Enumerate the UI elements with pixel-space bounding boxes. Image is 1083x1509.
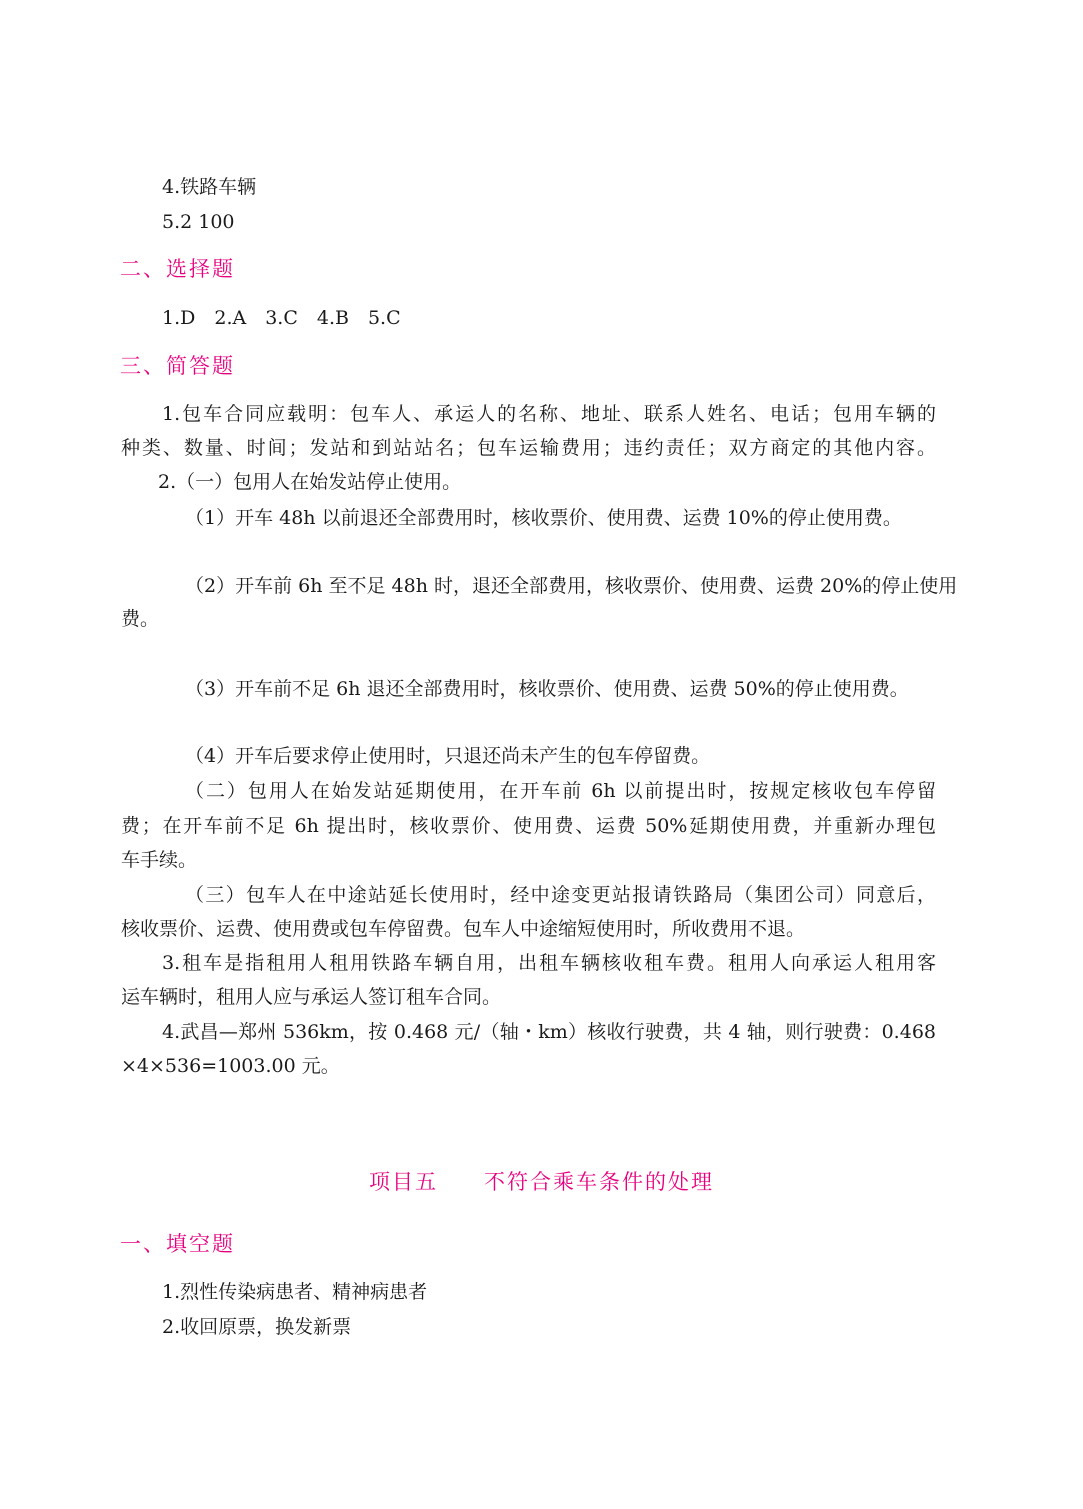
paragraph-line: 3.租车是指租用人租用铁路车辆自用，出租车辆核收租车费。租用人向承运人租用客 [162,952,936,974]
paragraph-line: 运车辆时，租用人应与承运人签订租车合同。 [121,986,502,1008]
paragraph-line: （二）包用人在始发站延期使用，在开车前 6h 以前提出时，按规定核收包车停留 [185,780,936,802]
paragraph-line: 费。 [121,608,160,630]
project-title: 项目五 不符合乘车条件的处理 [369,1170,714,1194]
section-heading-fill-blank: 一、填空题 [120,1232,235,1256]
paragraph-line: 种类、数量、时间；发站和到站站名；包车运输费用；违约责任；双方商定的其他内容。 [121,437,936,459]
paragraph-line: 费；在开车前不足 6h 提出时，核收票价、使用费、运费 50%延期使用费，并重新办理包 [121,815,936,837]
answer-item: 5.2 100 [162,211,235,233]
paragraph-line: 车手续。 [121,849,198,871]
paragraph-line: 核收票价、运费、使用费或包车停留费。包车人中途缩短使用时，所收费用不退。 [121,918,806,940]
answer-item: 1.烈性传染病患者、精神病患者 [162,1281,428,1303]
paragraph-line: 4.武昌—郑州 536km，按 0.468 元/（轴・km）核收行驶费，共 4 轴，则行驶费：0.468 [162,1021,936,1043]
answer-item: 4.铁路车辆 [162,176,257,198]
paragraph-line: ×4×536=1003.00 元。 [121,1055,340,1077]
paragraph-line: （4）开车后要求停止使用时，只退还尚未产生的包车停留费。 [185,745,711,767]
paragraph-line: 1.包车合同应载明：包车人、承运人的名称、地址、联系人姓名、电话；包用车辆的 [162,403,936,425]
paragraph-line: （1）开车 48h 以前退还全部费用时，核收票价、使用费、运费 10%的停止使用费。 [185,507,902,529]
paragraph-line: 2.（一）包用人在始发站停止使用。 [158,471,462,493]
choice-answers: 1.D 2.A 3.C 4.B 5.C [162,307,401,329]
section-heading-choice: 二、选择题 [120,257,235,281]
paragraph-line: （三）包车人在中途站延长使用时，经中途变更站报请铁路局（集团公司）同意后， [185,884,936,906]
paragraph-line: （2）开车前 6h 至不足 48h 时，退还全部费用，核收票价、使用费、运费 20%的停止使用 [185,575,958,597]
paragraph-line: （3）开车前不足 6h 退还全部费用时，核收票价、使用费、运费 50%的停止使用费。 [185,678,909,700]
section-heading-short-answer: 三、简答题 [120,354,235,378]
answer-item: 2.收回原票，换发新票 [162,1316,352,1338]
